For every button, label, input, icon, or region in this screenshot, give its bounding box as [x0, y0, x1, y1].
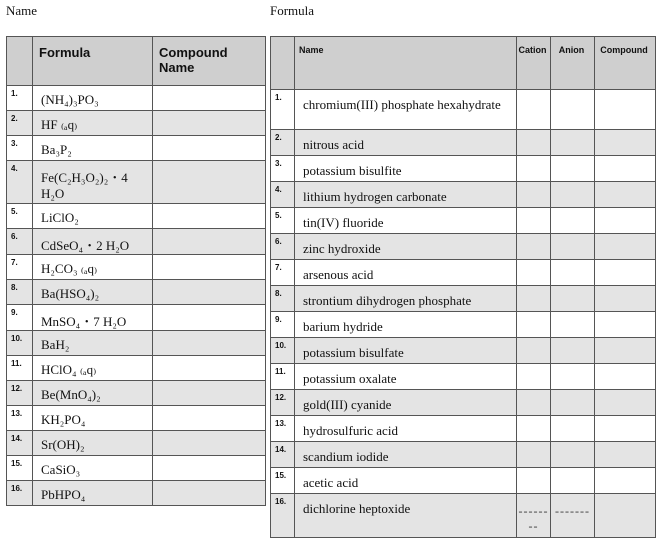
- name-header: Name: [295, 37, 517, 90]
- compound-name-cell: scandium iodide: [295, 442, 517, 468]
- cation-answer-cell[interactable]: [517, 390, 551, 416]
- formula-cell: LiClO₂: [33, 204, 153, 229]
- table-row: [271, 338, 656, 364]
- row-number: 12.: [7, 381, 33, 406]
- table-row: [7, 431, 266, 456]
- formula-cell: KH₂PO₄: [33, 406, 153, 431]
- compound-name-cell: gold(III) cyanide: [295, 390, 517, 416]
- cation-answer-cell[interactable]: [517, 442, 551, 468]
- row-number: 4.: [7, 161, 33, 204]
- anion-answer-cell[interactable]: [551, 442, 595, 468]
- cation-answer-cell[interactable]: [517, 182, 551, 208]
- anion-answer-cell[interactable]: [551, 90, 595, 130]
- cation-answer-cell[interactable]: [517, 260, 551, 286]
- anion-answer-cell[interactable]: [551, 286, 595, 312]
- cation-answer-cell[interactable]: [517, 130, 551, 156]
- row-number: 5.: [7, 204, 33, 229]
- row-number: 12.: [271, 390, 295, 416]
- formula-cell: Ba(HSO₄)₂: [33, 280, 153, 305]
- table-row: [7, 331, 266, 356]
- row-number: 6.: [7, 229, 33, 255]
- compound-formula-answer-cell[interactable]: [595, 442, 656, 468]
- table-row: [7, 204, 266, 229]
- compound-formula-answer-cell[interactable]: [595, 130, 656, 156]
- anion-answer-cell[interactable]: [551, 156, 595, 182]
- table-row: [271, 416, 656, 442]
- formula-cell: CdSeO₄・2 H₂O: [33, 229, 153, 255]
- compound-formula-answer-cell[interactable]: [595, 416, 656, 442]
- table-row: [271, 364, 656, 390]
- table-row: [7, 356, 266, 381]
- row-number: 7.: [7, 255, 33, 280]
- compound-formula-answer-cell[interactable]: [595, 468, 656, 494]
- formula-cell: Sr(OH)₂: [33, 431, 153, 456]
- table-row: [271, 260, 656, 286]
- formula-cell: BaH₂: [33, 331, 153, 356]
- num-header: [271, 37, 295, 90]
- row-number: 14.: [271, 442, 295, 468]
- table-row: [7, 305, 266, 331]
- cation-answer-cell[interactable]: [517, 208, 551, 234]
- row-number: 10.: [271, 338, 295, 364]
- compound-name-cell: potassium bisulfite: [295, 156, 517, 182]
- table-row: [7, 456, 266, 481]
- table-row: [7, 406, 266, 431]
- cation-answer-cell[interactable]: [517, 364, 551, 390]
- table-row: [7, 161, 266, 204]
- cation-answer-cell[interactable]: [517, 90, 551, 130]
- cation-answer-cell[interactable]: [517, 468, 551, 494]
- compound-name-answer-cell[interactable]: [153, 431, 266, 456]
- table-row: [271, 390, 656, 416]
- anion-answer-cell[interactable]: [551, 390, 595, 416]
- anion-answer-cell[interactable]: [551, 416, 595, 442]
- row-number: 8.: [7, 280, 33, 305]
- table-row: [7, 111, 266, 136]
- compound-name-answer-cell[interactable]: [153, 204, 266, 229]
- row-number: 13.: [271, 416, 295, 442]
- table-row: [7, 86, 266, 111]
- formula-cell: H₂CO₃ ₍ₐq₎: [33, 255, 153, 280]
- anion-answer-cell[interactable]: [551, 208, 595, 234]
- cation-answer-cell[interactable]: [517, 156, 551, 182]
- anion-answer-cell[interactable]: [551, 130, 595, 156]
- compound-formula-answer-cell[interactable]: [595, 208, 656, 234]
- compound-name-answer-cell[interactable]: [153, 136, 266, 161]
- anion-answer-cell[interactable]: [551, 468, 595, 494]
- formula-cell: MnSO₄・7 H₂O: [33, 305, 153, 331]
- table-row: [271, 494, 656, 538]
- anion-header: Anion: [551, 37, 595, 90]
- compound-name-cell: barium hydride: [295, 312, 517, 338]
- table-row: [7, 229, 266, 255]
- row-number: 2.: [7, 111, 33, 136]
- table-row: [7, 481, 266, 506]
- compound-formula-answer-cell[interactable]: [595, 390, 656, 416]
- compound-formula-answer-cell[interactable]: [595, 364, 656, 390]
- table-row: [7, 136, 266, 161]
- compound-name-answer-cell[interactable]: [153, 406, 266, 431]
- formula-cell: PbHPO₄: [33, 481, 153, 506]
- compound-formula-answer-cell[interactable]: [595, 338, 656, 364]
- row-number: 11.: [7, 356, 33, 381]
- compound-name-answer-cell[interactable]: [153, 161, 266, 204]
- row-number: 14.: [7, 431, 33, 456]
- num-header: [7, 37, 33, 86]
- formula-cell: CaSiO₃: [33, 456, 153, 481]
- compound-name-answer-cell[interactable]: [153, 86, 266, 111]
- compound-name-cell: zinc hydroxide: [295, 234, 517, 260]
- compound-name-answer-cell[interactable]: [153, 456, 266, 481]
- table-row: [271, 468, 656, 494]
- row-number: 15.: [271, 468, 295, 494]
- compound-name-cell: potassium oxalate: [295, 364, 517, 390]
- cation-answer-cell[interactable]: [517, 234, 551, 260]
- row-number: 11.: [271, 364, 295, 390]
- compound-formula-answer-cell[interactable]: [595, 90, 656, 130]
- name-label: Name: [6, 3, 38, 18]
- cation-answer-cell[interactable]: [517, 312, 551, 338]
- row-number: 13.: [7, 406, 33, 431]
- compound-formula-answer-cell[interactable]: [595, 312, 656, 338]
- table-row: [271, 208, 656, 234]
- compound-name-answer-cell[interactable]: [153, 255, 266, 280]
- compound-formula-answer-cell[interactable]: [595, 156, 656, 182]
- cation-answer-cell[interactable]: --------: [517, 494, 551, 538]
- table-row: [271, 182, 656, 208]
- compound-formula-answer-cell[interactable]: [595, 234, 656, 260]
- table-row: [271, 286, 656, 312]
- compound-name-answer-cell[interactable]: [153, 481, 266, 506]
- formula-cell: Ba₃P₂: [33, 136, 153, 161]
- table-row: [271, 442, 656, 468]
- row-number: 1.: [7, 86, 33, 111]
- row-number: 5.: [271, 208, 295, 234]
- compound-formula-answer-cell[interactable]: [595, 286, 656, 312]
- name-to-formula-table: [270, 36, 656, 538]
- compound-name-cell: chromium(III) phosphate hexahydrate: [295, 90, 517, 130]
- anion-answer-cell[interactable]: [551, 364, 595, 390]
- compound-name-cell: hydrosulfuric acid: [295, 416, 517, 442]
- compound-header: Compound: [595, 37, 656, 90]
- compound-name-answer-cell[interactable]: [153, 381, 266, 406]
- row-number: 3.: [271, 156, 295, 182]
- table-row: [7, 381, 266, 406]
- table-row: [271, 156, 656, 182]
- anion-answer-cell[interactable]: [551, 234, 595, 260]
- row-number: 15.: [7, 456, 33, 481]
- compound-name-answer-cell[interactable]: [153, 111, 266, 136]
- row-number: 4.: [271, 182, 295, 208]
- row-number: 10.: [7, 331, 33, 356]
- row-number: 9.: [7, 305, 33, 331]
- row-number: 3.: [7, 136, 33, 161]
- compound-name-cell: arsenous acid: [295, 260, 517, 286]
- table-row: [271, 312, 656, 338]
- compound-name-cell: tin(IV) fluoride: [295, 208, 517, 234]
- compound-formula-answer-cell[interactable]: [595, 494, 656, 538]
- compound-name-cell: lithium hydrogen carbonate: [295, 182, 517, 208]
- compound-name-answer-cell[interactable]: [153, 305, 266, 331]
- compound-name-answer-cell[interactable]: [153, 229, 266, 255]
- cation-header: Cation: [517, 37, 551, 90]
- cation-answer-cell[interactable]: [517, 338, 551, 364]
- formula-cell: HF ₍ₐq₎: [33, 111, 153, 136]
- formula-cell: Be(MnO₄)₂: [33, 381, 153, 406]
- row-number: 1.: [271, 90, 295, 130]
- compound-name-cell: acetic acid: [295, 468, 517, 494]
- row-number: 16.: [271, 494, 295, 538]
- compound-name-answer-cell[interactable]: [153, 356, 266, 381]
- formula-to-name-table: [6, 36, 266, 506]
- compound-formula-answer-cell[interactable]: [595, 182, 656, 208]
- table-row: [271, 130, 656, 156]
- table-header-row: [7, 37, 266, 86]
- compound-name-cell: potassium bisulfate: [295, 338, 517, 364]
- compound-name-cell: dichlorine heptoxide: [295, 494, 517, 538]
- anion-answer-cell[interactable]: [551, 260, 595, 286]
- row-number: 6.: [271, 234, 295, 260]
- table-row: [7, 280, 266, 305]
- anion-answer-cell[interactable]: [551, 312, 595, 338]
- compound-name-cell: strontium dihydrogen phosphate: [295, 286, 517, 312]
- row-number: 8.: [271, 286, 295, 312]
- formula-cell: (NH₄)₃PO₃: [33, 86, 153, 111]
- compound-name-answer-cell[interactable]: [153, 331, 266, 356]
- formula-cell: Fe(C₂H₃O₂)₂・4 H₂O: [33, 161, 153, 204]
- row-number: 7.: [271, 260, 295, 286]
- anion-answer-cell[interactable]: [551, 338, 595, 364]
- compound-name-cell: nitrous acid: [295, 130, 517, 156]
- formula-label: Formula: [270, 3, 315, 18]
- table-row: [271, 90, 656, 130]
- formula-header: Formula: [33, 37, 153, 86]
- anion-answer-cell[interactable]: [551, 182, 595, 208]
- compound-name-answer-cell[interactable]: [153, 280, 266, 305]
- cation-answer-cell[interactable]: [517, 416, 551, 442]
- table-row: [271, 234, 656, 260]
- row-number: 16.: [7, 481, 33, 506]
- cation-answer-cell[interactable]: [517, 286, 551, 312]
- compound-formula-answer-cell[interactable]: [595, 260, 656, 286]
- row-number: 2.: [271, 130, 295, 156]
- table-header-row: [271, 37, 656, 90]
- row-number: 9.: [271, 312, 295, 338]
- table-row: [7, 255, 266, 280]
- anion-answer-cell[interactable]: -------: [551, 494, 595, 538]
- formula-cell: HClO₄ ₍ₐq₎: [33, 356, 153, 381]
- compound-name-header: Compound Name: [153, 37, 266, 86]
